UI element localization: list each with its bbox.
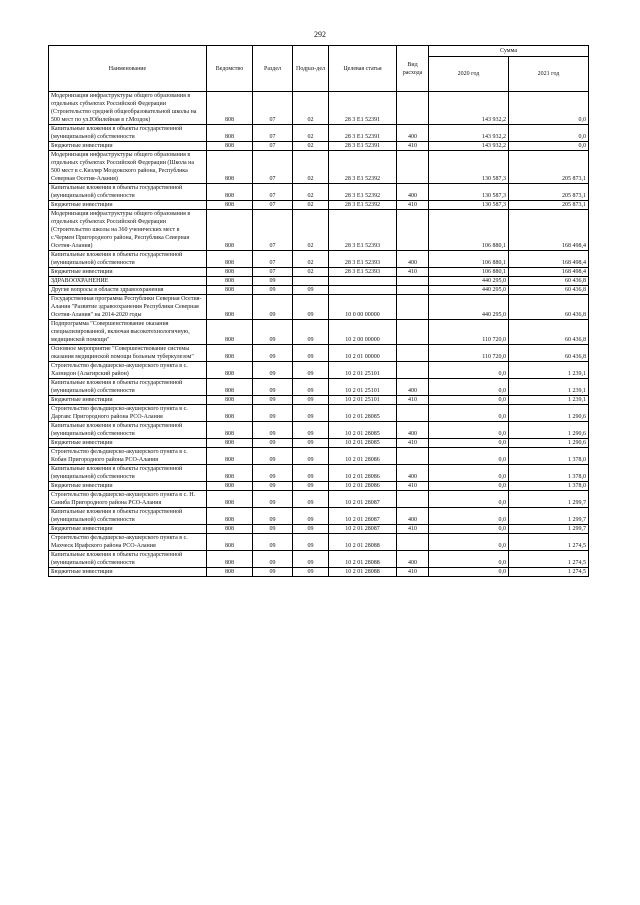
cell-target: 10 2 01 28087 <box>329 508 397 525</box>
cell-section: 09 <box>253 422 293 439</box>
cell-target <box>329 286 397 295</box>
cell-target: 28 3 Е1 52393 <box>329 268 397 277</box>
table-row <box>49 405 589 422</box>
cell-target: 10 2 01 28086 <box>329 482 397 491</box>
cell-name: Модернизация инфраструктуры общего образования в отдельных субъектах Российской Федерации (Школа на 500 мест в с.Кизляр Моздокского района, Республика Северная Осетия-Алания) <box>49 151 207 184</box>
cell-section: 09 <box>253 525 293 534</box>
cell-section: 07 <box>253 268 293 277</box>
cell-subsection <box>293 277 329 286</box>
cell-2020: 440 295,0 <box>429 286 509 295</box>
cell-2021: 60 436,8 <box>509 286 589 295</box>
cell-exp-type: 400 <box>397 379 429 396</box>
cell-target: 28 3 Е1 52391 <box>329 125 397 142</box>
cell-2021: 168 498,4 <box>509 268 589 277</box>
cell-subsection: 02 <box>293 142 329 151</box>
cell-section: 09 <box>253 277 293 286</box>
cell-name: Модернизация инфраструктуры общего образования в отдельных субъектах Российской Федерации (Строительство школы на 360 ученических мест в с.Чермен Пригородного района, Республика Северная Осетия-Алания) <box>49 210 207 251</box>
cell-exp-type: 410 <box>397 439 429 448</box>
cell-2020: 0,0 <box>429 568 509 577</box>
cell-section: 09 <box>253 439 293 448</box>
cell-exp-type <box>397 491 429 508</box>
cell-name: Капитальные вложения в объекты государственной (муниципальной) собственности <box>49 508 207 525</box>
cell-2021: 60 436,8 <box>509 295 589 320</box>
table-row <box>49 320 589 345</box>
cell-exp-type: 410 <box>397 482 429 491</box>
cell-dept: 808 <box>207 142 253 151</box>
cell-target: 10 2 00 00000 <box>329 320 397 345</box>
cell-exp-type <box>397 320 429 345</box>
cell-target: 28 3 Е1 52391 <box>329 92 397 125</box>
budget-table <box>48 45 589 577</box>
cell-dept: 808 <box>207 525 253 534</box>
cell-target <box>329 277 397 286</box>
cell-2021: 0,0 <box>509 125 589 142</box>
cell-exp-type <box>397 405 429 422</box>
cell-subsection: 02 <box>293 92 329 125</box>
cell-target: 10 2 01 25101 <box>329 396 397 405</box>
cell-section: 07 <box>253 184 293 201</box>
cell-section: 09 <box>253 508 293 525</box>
header-target: Целевая статья <box>329 46 397 92</box>
cell-target: 10 2 01 28088 <box>329 551 397 568</box>
cell-2021: 1 239,1 <box>509 379 589 396</box>
cell-2020: 106 880,1 <box>429 268 509 277</box>
cell-target: 10 2 01 28086 <box>329 465 397 482</box>
cell-2021: 0,0 <box>509 92 589 125</box>
cell-target: 10 2 01 28087 <box>329 525 397 534</box>
cell-2021: 1 274,5 <box>509 551 589 568</box>
cell-exp-type: 400 <box>397 422 429 439</box>
cell-subsection: 02 <box>293 210 329 251</box>
table-row <box>49 482 589 491</box>
cell-target: 10 2 01 28085 <box>329 422 397 439</box>
cell-dept: 808 <box>207 92 253 125</box>
cell-2021: 60 436,8 <box>509 345 589 362</box>
cell-dept: 808 <box>207 125 253 142</box>
cell-name: Бюджетные инвестиции <box>49 142 207 151</box>
cell-subsection: 09 <box>293 551 329 568</box>
cell-2020: 0,0 <box>429 439 509 448</box>
cell-2020: 440 295,0 <box>429 295 509 320</box>
cell-subsection: 09 <box>293 508 329 525</box>
cell-name: Государственная программа Республики Северная Осетия-Алания "Развитие здравоохранения Республики Северная Осетия-Алания" на 2014-2020 годы <box>49 295 207 320</box>
cell-exp-type: 410 <box>397 525 429 534</box>
table-row <box>49 142 589 151</box>
cell-dept: 808 <box>207 482 253 491</box>
cell-name: Бюджетные инвестиции <box>49 268 207 277</box>
cell-target: 10 2 01 28088 <box>329 568 397 577</box>
cell-dept: 808 <box>207 439 253 448</box>
cell-section: 09 <box>253 465 293 482</box>
cell-section: 07 <box>253 210 293 251</box>
table-row <box>49 251 589 268</box>
table-row <box>49 277 589 286</box>
header-subsection: Подраз-дел <box>293 46 329 92</box>
cell-section: 09 <box>253 491 293 508</box>
cell-name: Бюджетные инвестиции <box>49 439 207 448</box>
cell-2021: 1 290,6 <box>509 439 589 448</box>
cell-target: 10 2 01 28087 <box>329 491 397 508</box>
cell-name: Строительство фельдшерско-акушерского пункта в с. Даргавс Пригородного района РСО-Алания <box>49 405 207 422</box>
cell-dept: 808 <box>207 184 253 201</box>
cell-dept: 808 <box>207 286 253 295</box>
cell-exp-type: 400 <box>397 551 429 568</box>
cell-subsection: 09 <box>293 448 329 465</box>
table-row <box>49 295 589 320</box>
cell-section: 09 <box>253 379 293 396</box>
cell-section: 09 <box>253 295 293 320</box>
table-row <box>49 396 589 405</box>
table-row <box>49 422 589 439</box>
header-dept: Ведомство <box>207 46 253 92</box>
table-row <box>49 491 589 508</box>
cell-name: Капитальные вложения в объекты государственной (муниципальной) собственности <box>49 422 207 439</box>
cell-section: 07 <box>253 92 293 125</box>
cell-2020: 0,0 <box>429 448 509 465</box>
cell-name: Основное мероприятие "Совершенствование системы оказания медицинской помощи больным туберкулезом" <box>49 345 207 362</box>
table-row <box>49 362 589 379</box>
header-name: Наименование <box>49 46 207 92</box>
cell-exp-type <box>397 210 429 251</box>
cell-name: Капитальные вложения в объекты государственной (муниципальной) собственности <box>49 184 207 201</box>
cell-section: 09 <box>253 286 293 295</box>
cell-name: Строительство фельдшерско-акушерского пункта в с. Н. Саниба Пригородного района РСО-Алания <box>49 491 207 508</box>
table-row <box>49 184 589 201</box>
cell-subsection: 09 <box>293 362 329 379</box>
cell-subsection: 02 <box>293 151 329 184</box>
cell-dept: 808 <box>207 251 253 268</box>
cell-subsection: 02 <box>293 268 329 277</box>
header-section: Раздел <box>253 46 293 92</box>
cell-name: Капитальные вложения в объекты государственной (муниципальной) собственности <box>49 551 207 568</box>
cell-exp-type: 410 <box>397 268 429 277</box>
table-row <box>49 286 589 295</box>
cell-target: 10 2 01 28085 <box>329 439 397 448</box>
header-year-2020: 2020 год <box>429 57 509 92</box>
cell-2020: 130 587,3 <box>429 201 509 210</box>
cell-exp-type: 410 <box>397 142 429 151</box>
cell-subsection: 09 <box>293 439 329 448</box>
cell-2020: 0,0 <box>429 379 509 396</box>
table-row <box>49 268 589 277</box>
cell-2021: 205 873,1 <box>509 184 589 201</box>
cell-name: Капитальные вложения в объекты государственной (муниципальной) собственности <box>49 125 207 142</box>
cell-subsection: 09 <box>293 396 329 405</box>
cell-target: 28 3 Е1 52392 <box>329 151 397 184</box>
cell-name: Капитальные вложения в объекты государственной (муниципальной) собственности <box>49 251 207 268</box>
cell-target: 28 3 Е1 52393 <box>329 210 397 251</box>
cell-exp-type <box>397 277 429 286</box>
cell-dept: 808 <box>207 422 253 439</box>
cell-exp-type: 400 <box>397 184 429 201</box>
cell-2021: 1 378,0 <box>509 482 589 491</box>
cell-name: Строительство фельдшерско-акушерского пункта в с. Махческ Ирафского района РСО-Алания <box>49 534 207 551</box>
cell-name: Другие вопросы в области здравоохранения <box>49 286 207 295</box>
cell-exp-type: 400 <box>397 465 429 482</box>
table-row <box>49 201 589 210</box>
cell-target: 10 2 01 28088 <box>329 534 397 551</box>
cell-2020: 0,0 <box>429 525 509 534</box>
cell-exp-type: 400 <box>397 125 429 142</box>
cell-exp-type <box>397 151 429 184</box>
cell-2020: 0,0 <box>429 405 509 422</box>
cell-name: Подпрограмма "Совершенствование оказания специализированной, включая высокотехнологичную, медицинской помощи" <box>49 320 207 345</box>
cell-dept: 808 <box>207 277 253 286</box>
cell-2020: 143 932,2 <box>429 92 509 125</box>
header-exp-type: Вид расхода <box>397 46 429 92</box>
cell-2020: 130 587,3 <box>429 184 509 201</box>
cell-section: 09 <box>253 534 293 551</box>
cell-2020: 0,0 <box>429 508 509 525</box>
cell-dept: 808 <box>207 551 253 568</box>
cell-2020: 130 587,3 <box>429 151 509 184</box>
cell-name: Модернизация инфраструктуры общего образования в отдельных субъектах Российской Федерации (Строительство средней общеобразовательной школы на 500 мест по ул.Юбилейная в г.Моздок) <box>49 92 207 125</box>
cell-name: Бюджетные инвестиции <box>49 396 207 405</box>
cell-exp-type <box>397 362 429 379</box>
cell-2021: 1 290,6 <box>509 405 589 422</box>
cell-2021: 1 239,1 <box>509 396 589 405</box>
cell-2020: 0,0 <box>429 422 509 439</box>
cell-exp-type <box>397 534 429 551</box>
cell-target: 10 2 01 28086 <box>329 448 397 465</box>
cell-2020: 0,0 <box>429 465 509 482</box>
cell-dept: 808 <box>207 345 253 362</box>
cell-dept: 808 <box>207 491 253 508</box>
cell-section: 09 <box>253 482 293 491</box>
cell-subsection: 09 <box>293 534 329 551</box>
table-body <box>49 92 589 577</box>
table-row <box>49 525 589 534</box>
cell-exp-type <box>397 448 429 465</box>
table-row <box>49 125 589 142</box>
cell-2021: 0,0 <box>509 142 589 151</box>
cell-exp-type: 400 <box>397 508 429 525</box>
cell-section: 09 <box>253 551 293 568</box>
cell-2020: 106 880,1 <box>429 210 509 251</box>
cell-name: Строительство фельдшерско-акушерского пункта в с. Хазнидон (Алагирский район) <box>49 362 207 379</box>
cell-dept: 808 <box>207 405 253 422</box>
cell-target: 28 3 Е1 52392 <box>329 184 397 201</box>
cell-2021: 60 436,8 <box>509 277 589 286</box>
cell-section: 09 <box>253 362 293 379</box>
cell-section: 09 <box>253 568 293 577</box>
cell-2021: 1 378,0 <box>509 448 589 465</box>
cell-dept: 808 <box>207 534 253 551</box>
cell-2021: 1 299,7 <box>509 508 589 525</box>
cell-subsection: 09 <box>293 345 329 362</box>
cell-exp-type: 400 <box>397 251 429 268</box>
cell-2021: 1 299,7 <box>509 491 589 508</box>
cell-name: Капитальные вложения в объекты государственной (муниципальной) собственности <box>49 379 207 396</box>
cell-target: 28 3 Е1 52391 <box>329 142 397 151</box>
cell-2020: 106 880,1 <box>429 251 509 268</box>
cell-target: 10 2 01 28085 <box>329 405 397 422</box>
cell-dept: 808 <box>207 201 253 210</box>
cell-section: 07 <box>253 125 293 142</box>
cell-2021: 168 498,4 <box>509 251 589 268</box>
cell-section: 07 <box>253 201 293 210</box>
cell-2021: 205 873,1 <box>509 151 589 184</box>
cell-subsection: 02 <box>293 251 329 268</box>
cell-subsection: 09 <box>293 405 329 422</box>
cell-subsection: 02 <box>293 201 329 210</box>
cell-name: Бюджетные инвестиции <box>49 568 207 577</box>
table-row <box>49 508 589 525</box>
cell-section: 09 <box>253 405 293 422</box>
cell-dept: 808 <box>207 151 253 184</box>
cell-subsection: 09 <box>293 482 329 491</box>
table-row <box>49 345 589 362</box>
cell-subsection: 09 <box>293 422 329 439</box>
cell-section: 09 <box>253 396 293 405</box>
table-row <box>49 210 589 251</box>
cell-target: 28 3 Е1 52392 <box>329 201 397 210</box>
cell-section: 07 <box>253 151 293 184</box>
cell-2021: 1 274,5 <box>509 534 589 551</box>
cell-subsection: 09 <box>293 286 329 295</box>
cell-dept: 808 <box>207 210 253 251</box>
cell-dept: 808 <box>207 295 253 320</box>
cell-dept: 808 <box>207 320 253 345</box>
cell-2020: 143 932,2 <box>429 142 509 151</box>
cell-2020: 0,0 <box>429 534 509 551</box>
cell-2020: 143 932,2 <box>429 125 509 142</box>
cell-subsection: 09 <box>293 491 329 508</box>
cell-2021: 1 378,0 <box>509 465 589 482</box>
cell-section: 07 <box>253 142 293 151</box>
header-year-2021: 2021 год <box>509 57 589 92</box>
cell-2021: 205 873,1 <box>509 201 589 210</box>
cell-name: Бюджетные инвестиции <box>49 525 207 534</box>
cell-exp-type: 410 <box>397 201 429 210</box>
cell-2021: 1 290,6 <box>509 422 589 439</box>
table-row <box>49 534 589 551</box>
cell-2020: 0,0 <box>429 551 509 568</box>
cell-exp-type <box>397 295 429 320</box>
cell-dept: 808 <box>207 268 253 277</box>
header-sum: Сумма <box>429 46 589 57</box>
cell-section: 09 <box>253 448 293 465</box>
cell-2021: 1 299,7 <box>509 525 589 534</box>
cell-subsection: 09 <box>293 320 329 345</box>
cell-name: Капитальные вложения в объекты государственной (муниципальной) собственности <box>49 465 207 482</box>
table-row <box>49 151 589 184</box>
cell-section: 09 <box>253 320 293 345</box>
table-row <box>49 92 589 125</box>
cell-exp-type <box>397 286 429 295</box>
cell-2021: 168 498,4 <box>509 210 589 251</box>
cell-2020: 0,0 <box>429 491 509 508</box>
cell-subsection: 02 <box>293 125 329 142</box>
cell-name: Бюджетные инвестиции <box>49 482 207 491</box>
cell-dept: 808 <box>207 508 253 525</box>
table-row <box>49 568 589 577</box>
cell-dept: 808 <box>207 448 253 465</box>
cell-subsection: 09 <box>293 465 329 482</box>
cell-dept: 808 <box>207 568 253 577</box>
cell-dept: 808 <box>207 396 253 405</box>
cell-target: 10 2 01 25101 <box>329 379 397 396</box>
cell-subsection: 09 <box>293 568 329 577</box>
cell-2020: 110 720,0 <box>429 320 509 345</box>
cell-2021: 1 239,1 <box>509 362 589 379</box>
cell-target: 28 3 Е1 52393 <box>329 251 397 268</box>
table-row <box>49 379 589 396</box>
cell-exp-type: 410 <box>397 568 429 577</box>
cell-subsection: 09 <box>293 525 329 534</box>
cell-target: 10 2 01 00000 <box>329 345 397 362</box>
cell-name: Строительство фельдшерско-акушерского пункта в с. Кобан Пригородного района РСО-Алания <box>49 448 207 465</box>
table-row <box>49 551 589 568</box>
cell-target: 10 2 01 25101 <box>329 362 397 379</box>
cell-name: ЗДРАВООХРАНЕНИЕ <box>49 277 207 286</box>
cell-2020: 0,0 <box>429 362 509 379</box>
cell-exp-type <box>397 92 429 125</box>
cell-2020: 110 720,0 <box>429 345 509 362</box>
cell-dept: 808 <box>207 362 253 379</box>
cell-section: 09 <box>253 345 293 362</box>
cell-exp-type <box>397 345 429 362</box>
cell-2021: 60 436,8 <box>509 320 589 345</box>
cell-target: 10 0 00 00000 <box>329 295 397 320</box>
table-row <box>49 465 589 482</box>
cell-subsection: 09 <box>293 295 329 320</box>
cell-name: Бюджетные инвестиции <box>49 201 207 210</box>
cell-exp-type: 410 <box>397 396 429 405</box>
table-row <box>49 439 589 448</box>
cell-section: 07 <box>253 251 293 268</box>
cell-2021: 1 274,5 <box>509 568 589 577</box>
table-header <box>49 46 589 92</box>
table-row <box>49 448 589 465</box>
cell-2020: 0,0 <box>429 482 509 491</box>
cell-subsection: 02 <box>293 184 329 201</box>
cell-2020: 440 295,0 <box>429 277 509 286</box>
cell-subsection: 09 <box>293 379 329 396</box>
page-number: 292 <box>314 30 326 39</box>
cell-dept: 808 <box>207 379 253 396</box>
cell-2020: 0,0 <box>429 396 509 405</box>
cell-dept: 808 <box>207 465 253 482</box>
